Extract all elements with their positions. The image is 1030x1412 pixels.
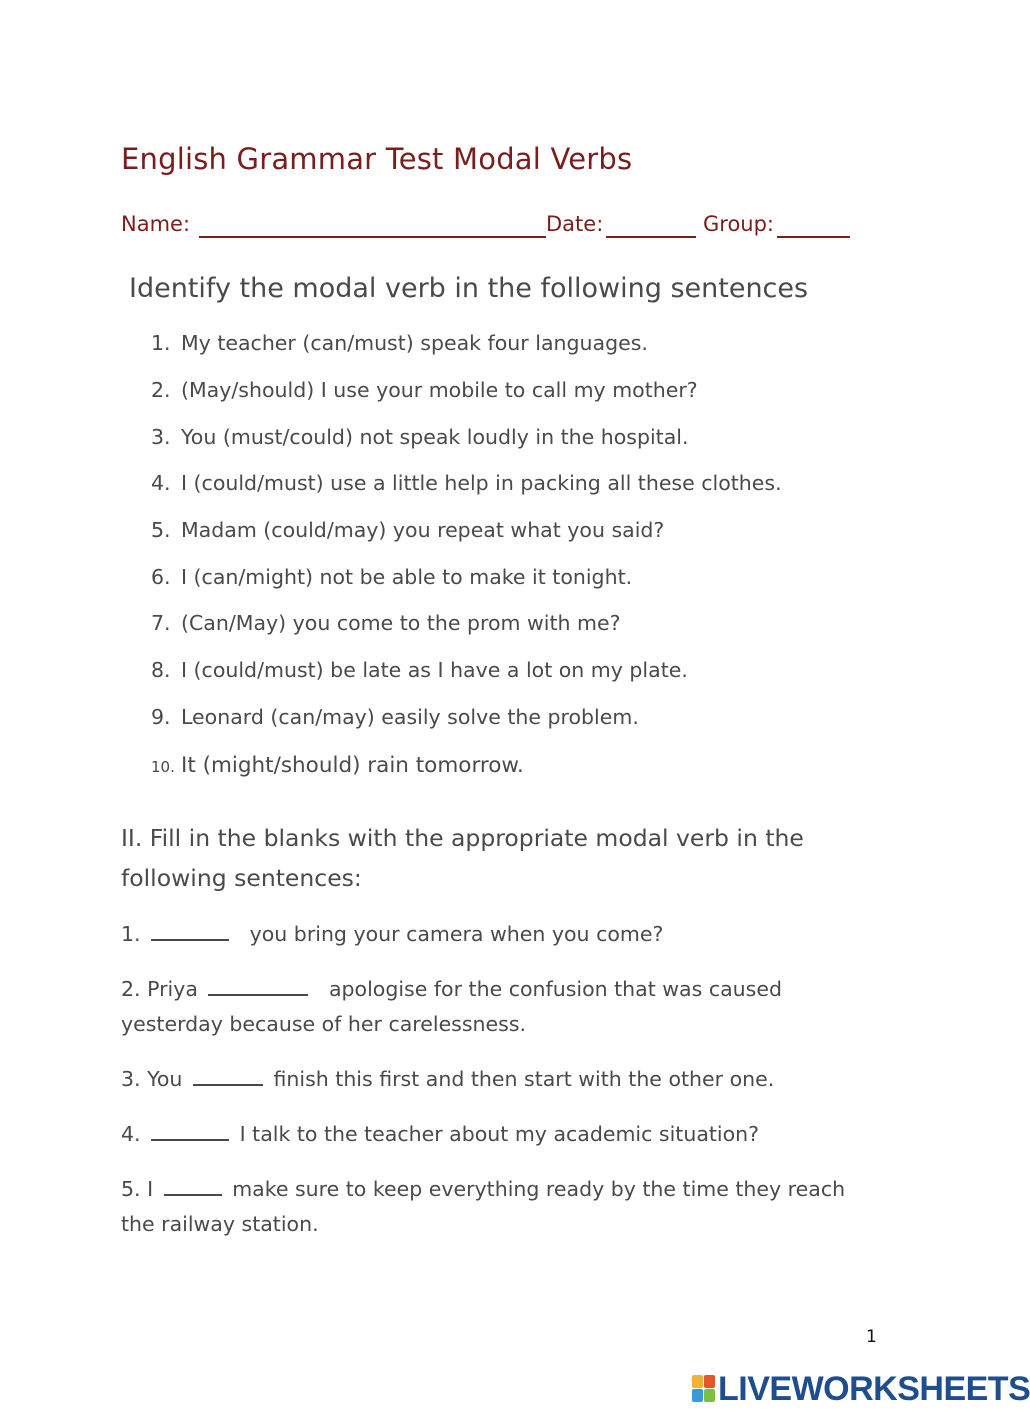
date-label: Date: xyxy=(546,212,604,236)
section1-heading: Identify the modal verb in the following sentences xyxy=(129,273,809,304)
list-item: 2. (May/should) I use your mobile to call my mother? xyxy=(151,378,698,402)
list-item: 7. (Can/May) you come to the prom with me? xyxy=(151,611,621,635)
answer-blank[interactable] xyxy=(193,1062,263,1086)
date-field[interactable] xyxy=(606,236,696,238)
list-item: 4. I (could/must) use a little help in packing all these clothes. xyxy=(151,471,782,495)
list-item: 8. I (could/must) be late as I have a lot on my plate. xyxy=(151,658,688,682)
fill-blank-item: 5. I make sure to keep everything ready by the time they reach the railway station. xyxy=(121,1172,871,1242)
list-item: 6. I (can/might) not be able to make it tonight. xyxy=(151,565,633,589)
answer-blank[interactable] xyxy=(151,1117,229,1141)
brand-name: LIVEWORKSHEETS xyxy=(718,1369,1030,1408)
fill-blank-item: 2. Priya apologise for the confusion that was caused yesterday because of her carelessness. xyxy=(121,972,871,1042)
answer-blank[interactable] xyxy=(164,1172,222,1196)
name-label: Name: xyxy=(121,212,191,236)
section2-heading: II. Fill in the blanks with the appropriate modal verb in the following sentences: xyxy=(121,824,804,892)
list-item: 1. My teacher (can/must) speak four languages. xyxy=(151,331,648,355)
group-field[interactable] xyxy=(777,236,850,238)
list-item: 5. Madam (could/may) you repeat what you said? xyxy=(151,518,665,542)
liveworksheets-logo-icon xyxy=(692,1375,716,1403)
liveworksheets-brand[interactable] xyxy=(692,1371,1030,1407)
group-label: Group: xyxy=(703,212,775,236)
fill-blank-item: 4. I talk to the teacher about my academic situation? xyxy=(121,1117,871,1152)
list-item: 10. It (might/should) rain tomorrow. xyxy=(151,753,524,778)
fill-blank-item: 3. You finish this first and then start with the other one. xyxy=(121,1062,871,1097)
answer-blank[interactable] xyxy=(151,917,229,941)
worksheet-title: English Grammar Test Modal Verbs xyxy=(121,142,633,176)
answer-blank[interactable] xyxy=(208,972,308,996)
name-field[interactable] xyxy=(199,236,546,238)
page-number: 1 xyxy=(866,1327,877,1347)
list-item: 9. Leonard (can/may) easily solve the problem. xyxy=(151,705,639,729)
list-item: 3. You (must/could) not speak loudly in the hospital. xyxy=(151,425,689,449)
fill-blank-item: 1. you bring your camera when you come? xyxy=(121,917,871,952)
student-info-row xyxy=(121,212,856,242)
